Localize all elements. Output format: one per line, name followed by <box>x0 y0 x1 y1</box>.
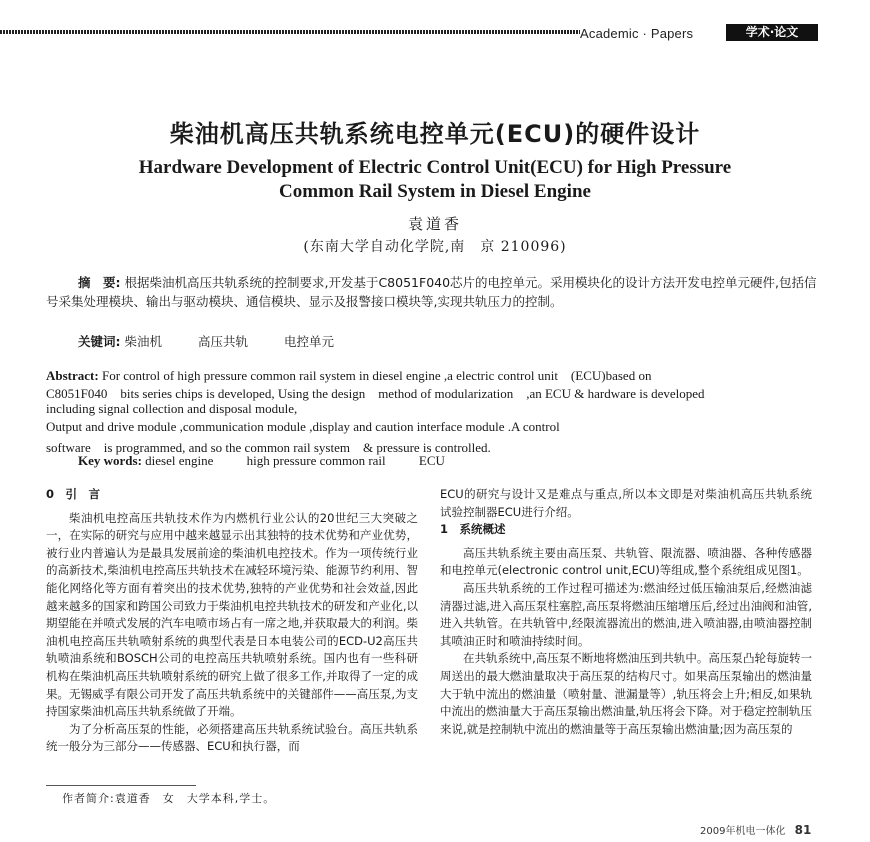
abstract-en-line-1 <box>46 365 826 384</box>
section-0-heading: 0 引 言 <box>46 487 101 501</box>
footnote-rule <box>46 785 196 786</box>
author-affiliation: (东南大学自动化学院,南 京 210096) <box>303 239 567 255</box>
page-number: 81 <box>794 823 812 837</box>
title-english-line-1: Hardware Development of Electric Control Unit(ECU) for High Pressure <box>138 157 732 178</box>
keywords-cn-label: 关键词: <box>78 334 121 349</box>
section-1-paragraph-1: 高压共轨系统主要由高压泵、共轨管、限流器、喷油器、各种传感器和电控单元(electronic control unit,ECU)等组成,整个系统组成见图1。 <box>440 545 812 578</box>
keyword-en: high pressure common rail <box>246 453 386 468</box>
author-name: 袁道香 <box>407 215 462 233</box>
section-0-paragraph-2: 为了分析高压泵的性能，必须搭建高压共轨系统试验台。高压共轨系统一般分为三部分——传感器、ECU和执行器，而 <box>46 721 418 754</box>
abstract-en-label: Abstract: <box>46 368 99 383</box>
abstract-en-text: For control of high pressure common rail system in diesel engine ,a electric control unit (ECU)based on <box>101 368 652 383</box>
section-1-heading: 1 系统概述 <box>440 522 506 537</box>
keyword-en: ECU <box>418 453 445 468</box>
title-english <box>60 156 810 204</box>
keyword-cn: 电控单元 <box>283 334 334 349</box>
keywords-en-label: Key words: <box>78 453 142 468</box>
section-0-paragraph-1: 柴油机电控高压共轨技术作为内燃机行业公认的20世纪三大突破之一，在实际的研究与应用中越来越显示出其独特的技术优势和产业优势，被行业内普遍认为是最具发展前途的柴油机电控技术。作为一项传统行业的高新技术,柴油机电控高压共轨技术在减轻环境污染、能源节约利用、智能化网络化等方面有着突出的技术优势,独特的产业优势和社会效益,因此越来越多的国家和跨国公司致力于柴油机电控共轨技术的研发和产业化,以期望能在并喷式发展的汽车电喷市场占有一席之地,并获取最大的利润。柴油机电控高压共轨喷射系统的典型代表是日本电装公司的ECD-U2高压共轨喷油系统和BOSCH公司的电控高压共轨喷射系统。国内也有一些科研机构在柴油机高压共轨喷射系统的研究上做了很多工作,并取得了一定的成果。无锡威孚有限公司开发了高压共轨系统中的关键部件——高压泵,为支持国家柴油机高压共轨系统做了开端。 <box>46 510 418 719</box>
section-label: Academic · Papers <box>580 26 694 41</box>
title-chinese: 柴油机高压共轨系统电控单元(ECU)的硬件设计 <box>169 120 701 148</box>
section-1-paragraph-3: 在共轨系统中,高压泵不断地将燃油压到共轨中。高压泵凸轮每旋转一周送出的最大燃油量取决于高压泵的结构尺寸。如果高压泵输出的燃油量大于轨中流出的燃油量（喷射量、泄漏量等）,轨压将会上升;相反,如果轨中流出的燃油量大于高压泵输出燃油量,轨压将会下降。对于稳定控制轨压来说,就是控制轨中流出的燃油量等于高压泵输出燃油量;因为高压泵的 <box>440 651 812 736</box>
abstract-chinese <box>46 273 826 311</box>
abstract-en-line-3: including signal collection and disposal module, <box>46 401 298 416</box>
author-footnote: 作者简介:袁道香 女 大学本科,学士。 <box>62 792 276 805</box>
continued-paragraph: ECU的研究与设计又是难点与重点,所以本文即是对柴油机高压共轨系统试验控制器ECU进行介绍。 <box>440 487 812 519</box>
abstract-en-line-5: software is programmed, and so the common rail system & pressure is controlled. <box>46 440 491 455</box>
abstract-en-line-2: C8051F040 bits series chips is developed, Using the design method of modularization ,an ECU & hardware is developed <box>46 386 705 401</box>
keywords-chinese <box>78 332 366 350</box>
keyword-en: diesel engine <box>145 453 214 468</box>
body-column-right <box>440 486 812 738</box>
header-rule <box>0 30 580 34</box>
section-1-paragraph-2: 高压共轨系统的工作过程可描述为:燃油经过低压输油泵后,经燃油滤清器过滤,进入高压泵柱塞腔,高压泵将燃油压缩增压后,经过出油阀和油管,进入共轨管。在共轨管中,经限流器流出的燃油,进入喷油器,由喷油器控制其喷油正时和喷油持续时间。 <box>440 580 812 648</box>
abstract-cn-text: 根据柴油机高压共轨系统的控制要求,开发基于C8051F040芯片的电控单元。采用模块化的设计方法开发电控单元硬件,包括信号采集处理模块、输出与驱动模块、通信模块、显示及报警接口模块等,实现共轨压力的控制。 <box>46 275 817 309</box>
keyword-cn: 高压共轨 <box>197 334 248 349</box>
body-column-left <box>46 486 418 756</box>
keywords-english <box>78 453 475 469</box>
abstract-en-line-4: Output and drive module ,communication module ,display and caution interface module .A control <box>46 419 560 434</box>
abstract-cn-label: 摘 要: <box>78 275 121 290</box>
keyword-cn: 柴油机 <box>124 334 162 349</box>
title-english-line-2: Common Rail System in Diesel Engine <box>279 181 591 202</box>
section-badge: 学术·论文 <box>726 24 818 41</box>
journal-name: 2009年机电一体化 <box>700 826 786 837</box>
page-footer <box>700 822 811 837</box>
